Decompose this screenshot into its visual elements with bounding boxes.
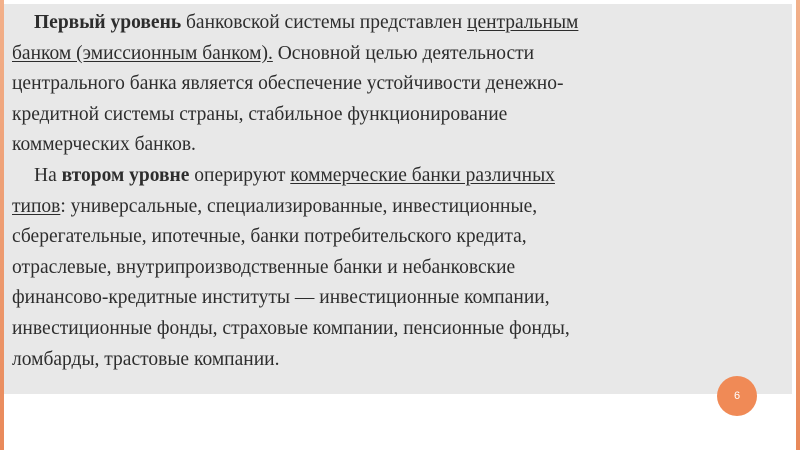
text-run: На xyxy=(34,164,62,186)
paragraph-1-line-1 xyxy=(12,8,786,39)
text-run: : универсальные, специализированные, инвестиционные, xyxy=(60,195,538,217)
text-run: оперируют xyxy=(189,164,291,186)
underlined-term-central: центральным xyxy=(467,12,579,33)
paragraph-1-line-4: кредитной системы страны, стабильное функционирование xyxy=(12,103,508,125)
bold-term-first-level: Первый уровень xyxy=(34,12,182,33)
slide-border-right xyxy=(796,0,800,450)
page-number-badge: 6 xyxy=(717,376,757,416)
paragraph-2-line-1 xyxy=(12,161,786,192)
paragraph-2-line-6: инвестиционные фонды, страховые компании, пенсионные фонды, xyxy=(12,317,570,339)
bold-term-second-level: втором уровне xyxy=(61,164,190,186)
paragraph-1-line-5: коммерческих банков. xyxy=(12,134,196,156)
paragraph-2-line-2 xyxy=(12,192,786,223)
paragraph-1-line-2 xyxy=(12,39,786,70)
paragraph-2-line-7: ломбарды, трастовые компании. xyxy=(12,348,280,370)
text-run: банковской системы представлен xyxy=(181,12,468,33)
paragraph-1-line-3: центрального банка является обеспечение устойчивости денежно- xyxy=(12,73,564,95)
paragraph-2-line-4: отраслевые, внутрипроизводственные банки и небанковские xyxy=(12,256,516,278)
text-run: Основной целью деятельности xyxy=(272,42,535,64)
underlined-term-commercial-banks: коммерческие банки различных xyxy=(290,164,555,186)
paragraph-2-line-5: финансово-кредитные институты — инвестиционные компании, xyxy=(12,287,550,309)
paragraph-2-line-3: сберегательные, ипотечные, банки потребительского кредита, xyxy=(12,226,527,248)
underlined-term-types: типов xyxy=(12,195,61,217)
text-content-area xyxy=(4,4,792,394)
body-text xyxy=(12,8,786,375)
underlined-term-emission-bank: банком (эмиссионным банком). xyxy=(12,42,273,64)
